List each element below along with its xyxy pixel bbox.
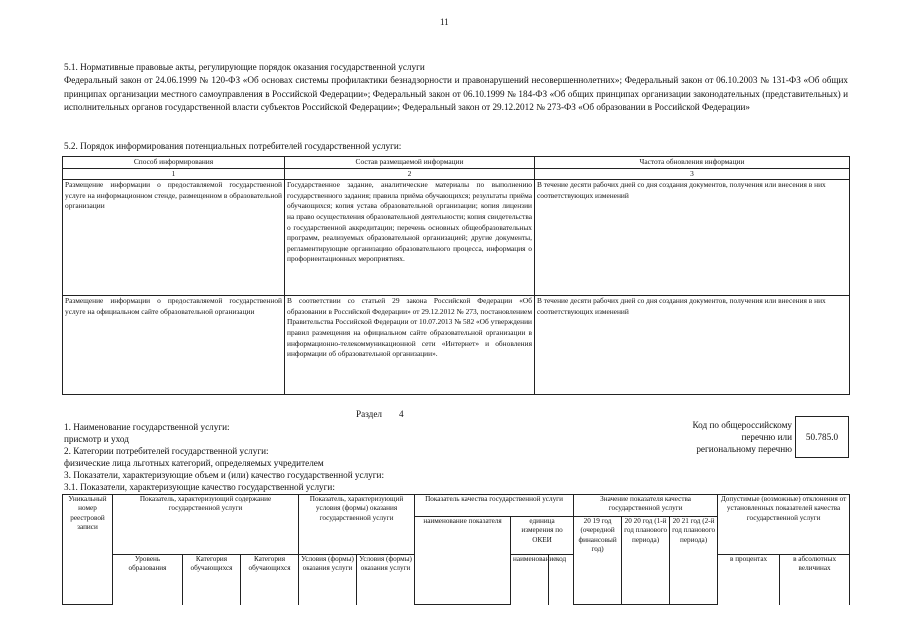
header-deviation: Допустимые (возможные) отклонения от установленных показателей качества государственной услуги xyxy=(718,495,850,555)
kod-label-line: перечню или xyxy=(741,432,792,442)
sub-condition: Условия (формы) оказания услуги xyxy=(299,555,357,605)
col-number: 2 xyxy=(285,168,535,180)
sub-condition: Условия (формы) оказания услуги xyxy=(357,555,415,605)
service-indicators-label: 3. Показатели, характеризующие объем и (или) качество государственной услуги: xyxy=(64,470,385,480)
header-quality: Показатель качества государственной услуги xyxy=(415,495,574,517)
row-method: Размещение информации о предоставляемой государственной услуге на официальном сайте образовательной организации xyxy=(63,296,285,395)
col-number: 1 xyxy=(63,168,285,180)
info-table xyxy=(62,156,850,395)
col-number: 3 xyxy=(535,168,850,180)
table-header-row xyxy=(63,157,850,169)
header-year-1: 20 19 год (очередной финансовый год) xyxy=(574,517,622,605)
header-content: Показатель, характеризующий содержание государственной услуги xyxy=(113,495,299,555)
service-name-value: присмотр и уход xyxy=(64,434,129,444)
header-conditions: Показатель, характеризующий условия (формы) оказания государственной услуги xyxy=(299,495,415,555)
service-quality-label: 3.1. Показатели, характеризующие качество государственной услуги: xyxy=(64,482,335,492)
section-5-1 xyxy=(64,61,848,115)
kod-label xyxy=(640,419,792,455)
header-quality-unit: единица измерения по ОКЕИ xyxy=(511,517,574,555)
service-description xyxy=(64,421,624,493)
row-content: В соответствии со статьей 29 закона Российской Федерации «Об образовании в Российской Федерации» от 29.12.2012 № 273, постановлением Правительства Российской Федерации от 10.07.2013 № 582 «Об утверждении правил размещения на официальном сайте образовательной организации в информационно-телекоммуникационной сети «Интернет» и обновления информации об образовательной организации». xyxy=(285,296,535,395)
header-values: Значение показателя качества государственной услуги xyxy=(574,495,718,517)
sub-unit-code: код xyxy=(549,555,574,605)
section-5-2-title: 5.2. Порядок информирования потенциальных потребителей государственной услуги: xyxy=(64,141,402,151)
header-unique: Уникальный номер реестровой записи xyxy=(63,495,113,605)
header-year-3: 20 21 год (2-й год планового периода) xyxy=(670,517,718,605)
quality-table xyxy=(62,494,850,605)
kod-label-line: региональному перечню xyxy=(696,444,792,454)
row-content: Государственное задание, аналитические материалы по выполнению государственного задания; правила приёма обучающихся; результаты приёма обучающихся; копия устава образовательной организации; копия лицензии на право осуществления образовательной деятельности; копия свидетельства о государственной аккредитации; перечень основных общеобразовательных программ, реализуемых образовательной организацией; другие документы, регламентирующие организацию образовательного процесса, информация о профориентационных мероприятиях. xyxy=(285,180,535,296)
razdel-label: Раздел xyxy=(356,409,382,419)
sub-unit-name: наименование xyxy=(511,555,549,605)
row-frequency: В течение десяти рабочих дней со дня создания документов, получения или внесения в них соответствующих изменений xyxy=(535,180,850,296)
razdel-number: 4 xyxy=(399,409,404,419)
header-frequency: Частота обновления информации xyxy=(535,157,850,169)
table-row xyxy=(63,296,850,395)
page-number: 11 xyxy=(440,17,449,27)
service-category-value: физические лица льготных категорий, определяемых учредителем xyxy=(64,458,324,468)
sub-level: Уровень образования xyxy=(113,555,183,605)
header-quality-name: наименование показателя xyxy=(415,517,511,605)
sub-dev-absolute: в абсолютных величинах xyxy=(780,555,850,605)
sub-dev-percent: в процентах xyxy=(718,555,780,605)
header-method: Способ информирования xyxy=(63,157,285,169)
table-number-row xyxy=(63,168,850,180)
header-year-2: 20 20 год (1-й год планового периода) xyxy=(622,517,670,605)
kod-value: 50.785.0 xyxy=(795,416,849,458)
header-content: Состав размещаемой информации xyxy=(285,157,535,169)
sub-category: Категория обучающихся xyxy=(183,555,241,605)
row-frequency: В течение десяти рабочих дней со дня создания документов, получения или внесения в них соответствующих изменений xyxy=(535,296,850,395)
service-name-label: 1. Наименование государственной услуги: xyxy=(64,422,230,432)
service-category-label: 2. Категории потребителей государственной услуги: xyxy=(64,446,269,456)
sub-category: Категория обучающихся xyxy=(241,555,299,605)
row-method: Размещение информации о предоставляемой государственной услуге на информационном стенде, размещенном в образовательной организации xyxy=(63,180,285,296)
table-row xyxy=(63,180,850,296)
quality-header-row xyxy=(63,495,850,517)
section-5-1-body: Федеральный закон от 24.06.1999 № 120-ФЗ «Об основах системы профилактики безнадзорности и правонарушений несовершеннолетних»; Федеральный закон от 06.10.2003 № 131-ФЗ «Об общих принципах организации местного самоуправления в Российской Федерации»; Федеральный закон от 06.10.1999 № 184-ФЗ «Об общих принципах организации законодательных (представительных) и исполнительных органов государственной власти субъектов Российской Федерации»; Федеральный закон от 29.12.2012 № 273-ФЗ «Об образовании в Российской Федерации» xyxy=(64,75,848,113)
section-5-1-title: 5.1. Нормативные правовые акты, регулирующие порядок оказания государственной услуги xyxy=(64,62,425,72)
kod-label-line: Код по общероссийскому xyxy=(692,420,792,430)
